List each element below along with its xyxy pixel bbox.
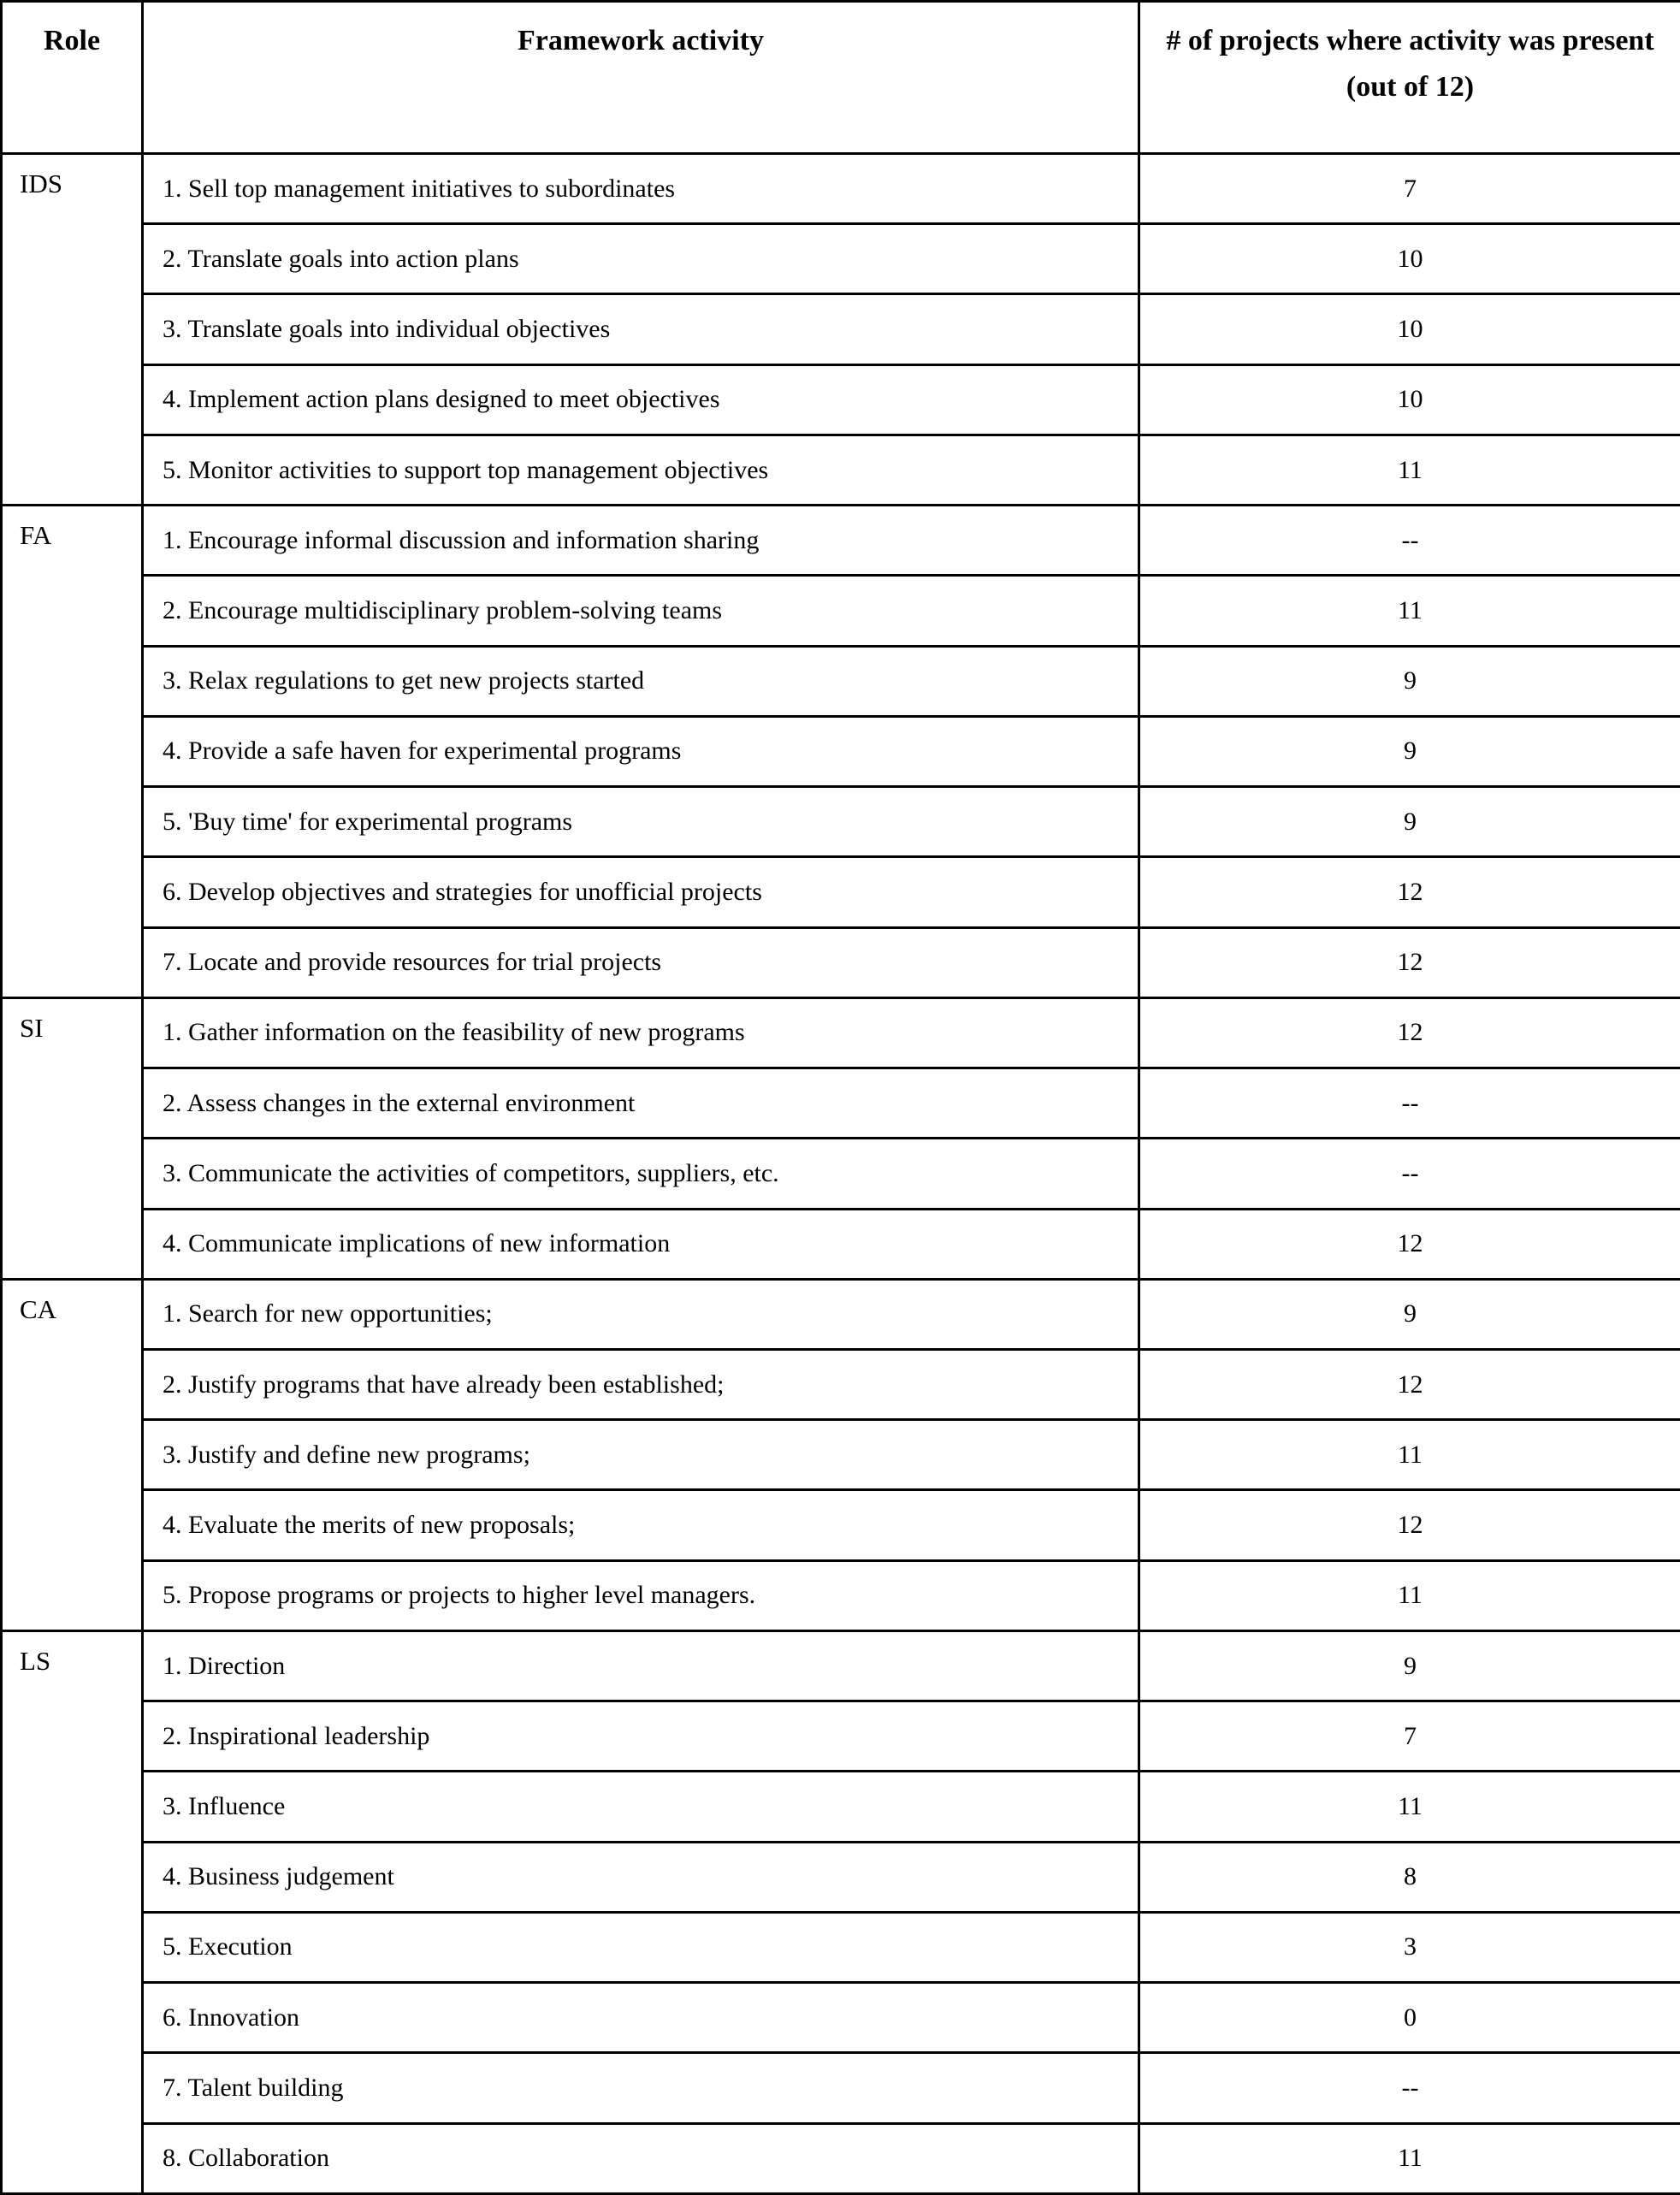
count-cell: 11 bbox=[1139, 1420, 1680, 1490]
table-row bbox=[2, 1560, 1680, 1630]
count-cell: 11 bbox=[1139, 2123, 1680, 2193]
table-row bbox=[2, 294, 1680, 364]
table-row bbox=[2, 435, 1680, 505]
table-row bbox=[2, 364, 1680, 435]
activity-cell: 4. Provide a safe haven for experimental programs bbox=[143, 716, 1139, 786]
count-cell: 3 bbox=[1139, 1912, 1680, 1982]
activity-cell: 2. Inspirational leadership bbox=[143, 1701, 1139, 1772]
activity-cell: 4. Evaluate the merits of new proposals; bbox=[143, 1490, 1139, 1560]
count-cell: 12 bbox=[1139, 1209, 1680, 1279]
count-cell: 10 bbox=[1139, 294, 1680, 364]
count-cell: 7 bbox=[1139, 1701, 1680, 1772]
table-row bbox=[2, 1139, 1680, 1209]
activity-cell: 4. Implement action plans designed to meet objectives bbox=[143, 364, 1139, 435]
count-cell: 8 bbox=[1139, 1842, 1680, 1912]
table-row bbox=[2, 646, 1680, 716]
activity-cell: 8. Collaboration bbox=[143, 2123, 1139, 2193]
activity-cell: 4. Business judgement bbox=[143, 1842, 1139, 1912]
count-cell: 7 bbox=[1139, 154, 1680, 224]
role-cell: LS bbox=[2, 1630, 143, 2193]
table-row bbox=[2, 716, 1680, 786]
count-cell: 11 bbox=[1139, 435, 1680, 505]
count-cell: -- bbox=[1139, 1139, 1680, 1209]
table-row bbox=[2, 1912, 1680, 1982]
table-row bbox=[2, 857, 1680, 927]
activity-cell: 2. Translate goals into action plans bbox=[143, 224, 1139, 294]
activity-cell: 1. Direction bbox=[143, 1630, 1139, 1701]
count-cell: -- bbox=[1139, 2053, 1680, 2123]
count-cell: -- bbox=[1139, 506, 1680, 576]
table-row bbox=[2, 1842, 1680, 1912]
activity-cell: 6. Innovation bbox=[143, 1983, 1139, 2053]
count-cell: 11 bbox=[1139, 576, 1680, 646]
count-cell: -- bbox=[1139, 1068, 1680, 1139]
table-row bbox=[2, 787, 1680, 857]
activity-cell: 1. Sell top management initiatives to subordinates bbox=[143, 154, 1139, 224]
activity-cell: 7. Locate and provide resources for trial projects bbox=[143, 927, 1139, 997]
count-cell: 9 bbox=[1139, 646, 1680, 716]
activity-cell: 4. Communicate implications of new information bbox=[143, 1209, 1139, 1279]
count-cell: 9 bbox=[1139, 716, 1680, 786]
activity-cell: 1. Gather information on the feasibility of new programs bbox=[143, 997, 1139, 1068]
count-cell: 11 bbox=[1139, 1560, 1680, 1630]
count-cell: 11 bbox=[1139, 1772, 1680, 1842]
activity-cell: 3. Relax regulations to get new projects started bbox=[143, 646, 1139, 716]
count-cell: 12 bbox=[1139, 1490, 1680, 1560]
activity-cell: 1. Search for new opportunities; bbox=[143, 1279, 1139, 1349]
role-cell: IDS bbox=[2, 154, 143, 506]
activity-cell: 3. Translate goals into individual objectives bbox=[143, 294, 1139, 364]
activity-cell: 3. Justify and define new programs; bbox=[143, 1420, 1139, 1490]
column-header-project-count: # of projects where activity was present (out of 12) bbox=[1139, 2, 1680, 154]
table-row bbox=[2, 997, 1680, 1068]
role-cell: FA bbox=[2, 506, 143, 998]
table-row bbox=[2, 506, 1680, 576]
count-cell: 10 bbox=[1139, 364, 1680, 435]
count-cell: 9 bbox=[1139, 1279, 1680, 1349]
table-header-row bbox=[2, 2, 1680, 154]
table-row bbox=[2, 154, 1680, 224]
column-header-framework-activity: Framework activity bbox=[143, 2, 1139, 154]
table-row bbox=[2, 1349, 1680, 1419]
activity-cell: 2. Justify programs that have already been established; bbox=[143, 1349, 1139, 1419]
count-cell: 12 bbox=[1139, 857, 1680, 927]
activity-cell: 5. Propose programs or projects to higher level managers. bbox=[143, 1560, 1139, 1630]
table-row bbox=[2, 1068, 1680, 1139]
role-cell: SI bbox=[2, 997, 143, 1279]
count-cell: 9 bbox=[1139, 1630, 1680, 1701]
column-header-role: Role bbox=[2, 2, 143, 154]
activity-cell: 3. Communicate the activities of competitors, suppliers, etc. bbox=[143, 1139, 1139, 1209]
activity-cell: 6. Develop objectives and strategies for unofficial projects bbox=[143, 857, 1139, 927]
table-row bbox=[2, 1420, 1680, 1490]
table-body bbox=[2, 154, 1680, 2194]
table-row bbox=[2, 1630, 1680, 1701]
table-row bbox=[2, 927, 1680, 997]
table-row bbox=[2, 2123, 1680, 2193]
activity-cell: 5. Execution bbox=[143, 1912, 1139, 1982]
activity-cell: 2. Encourage multidisciplinary problem-solving teams bbox=[143, 576, 1139, 646]
activity-cell: 3. Influence bbox=[143, 1772, 1139, 1842]
table-row bbox=[2, 224, 1680, 294]
count-cell: 12 bbox=[1139, 997, 1680, 1068]
table-row bbox=[2, 1983, 1680, 2053]
table-row bbox=[2, 1279, 1680, 1349]
table-row bbox=[2, 576, 1680, 646]
role-cell: CA bbox=[2, 1279, 143, 1630]
activity-cell: 2. Assess changes in the external environment bbox=[143, 1068, 1139, 1139]
table-row bbox=[2, 1701, 1680, 1772]
count-cell: 10 bbox=[1139, 224, 1680, 294]
count-cell: 12 bbox=[1139, 927, 1680, 997]
activity-cell: 7. Talent building bbox=[143, 2053, 1139, 2123]
table-row bbox=[2, 2053, 1680, 2123]
activity-cell: 5. 'Buy time' for experimental programs bbox=[143, 787, 1139, 857]
count-cell: 0 bbox=[1139, 1983, 1680, 2053]
activity-cell: 5. Monitor activities to support top management objectives bbox=[143, 435, 1139, 505]
table-row bbox=[2, 1209, 1680, 1279]
table-row bbox=[2, 1772, 1680, 1842]
activity-cell: 1. Encourage informal discussion and information sharing bbox=[143, 506, 1139, 576]
count-cell: 9 bbox=[1139, 787, 1680, 857]
table-row bbox=[2, 1490, 1680, 1560]
count-cell: 12 bbox=[1139, 1349, 1680, 1419]
